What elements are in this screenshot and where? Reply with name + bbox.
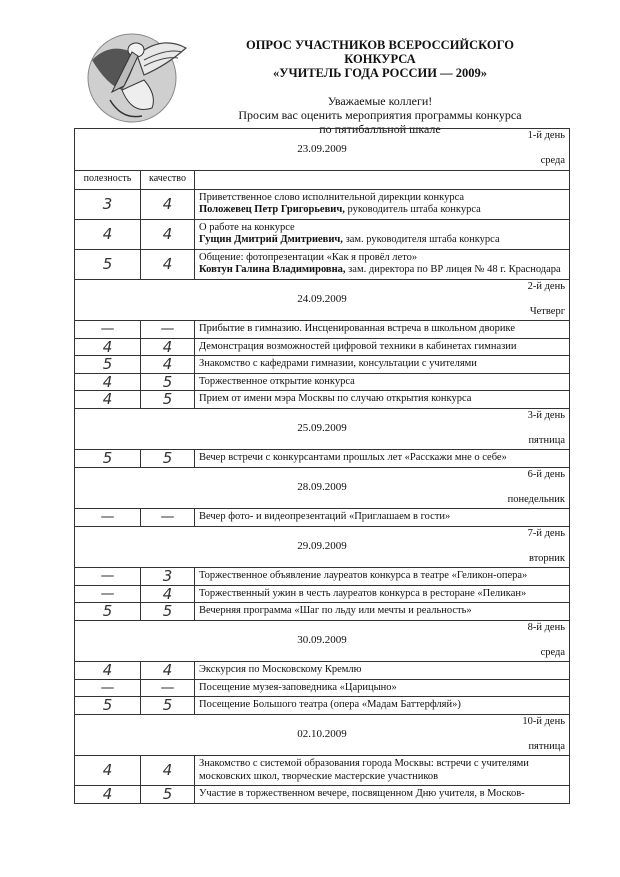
day-header-row: [75, 620, 570, 662]
day-header-row: [75, 408, 570, 450]
event-description: [195, 338, 570, 356]
event-description: [195, 391, 570, 409]
event-description: [195, 756, 570, 786]
day-date: 02.10.2009: [297, 728, 347, 740]
event-description: [195, 568, 570, 586]
usefulness-score[interactable]: —: [75, 568, 141, 586]
usefulness-score[interactable]: —: [75, 679, 141, 697]
column-usefulness: полезность: [75, 170, 141, 189]
survey-table: [74, 128, 570, 804]
day-header-row: [75, 129, 570, 171]
speaker-role: руководитель штаба конкурса: [344, 204, 481, 215]
event-title: Прием от имени мэра Москвы по случаю открытия конкурса: [199, 393, 472, 404]
quality-score[interactable]: 4: [141, 249, 195, 279]
usefulness-score[interactable]: —: [75, 321, 141, 339]
quality-score[interactable]: 4: [141, 756, 195, 786]
event-title: Вечерняя программа «Шаг по льду или мечты и реальность»: [199, 605, 472, 616]
quality-score[interactable]: 3: [141, 568, 195, 586]
event-row: [75, 391, 570, 409]
event-row: [75, 450, 570, 468]
event-row: [75, 679, 570, 697]
event-row: [75, 662, 570, 680]
day-number: 6-й день: [527, 468, 565, 480]
usefulness-score[interactable]: 4: [75, 756, 141, 786]
event-row: [75, 585, 570, 603]
event-title: Приветственное слово исполнительной дирекции конкурса: [199, 191, 465, 203]
event-speaker: [199, 204, 565, 217]
event-title: Торжественное открытие конкурса: [199, 375, 355, 387]
event-speaker: [199, 234, 565, 247]
survey-header: [210, 38, 550, 136]
event-title: Участие в торжественном вечере, посвященном Дню учителя, в Москов-: [199, 788, 525, 799]
usefulness-score[interactable]: 4: [75, 391, 141, 409]
event-row: [75, 356, 570, 374]
event-title: Посещение музея-заповедника «Царицыно»: [199, 681, 397, 693]
event-description: [195, 450, 570, 468]
event-description: [195, 697, 570, 715]
event-speaker: [199, 264, 565, 277]
event-title: Знакомство с системой образования города Москвы: встречи с учителями московских школ, творческие мастерские участников: [199, 758, 529, 782]
usefulness-score[interactable]: —: [75, 509, 141, 527]
day-weekday: понедельник: [507, 493, 565, 505]
day-date: 30.09.2009: [297, 634, 347, 646]
event-description: [195, 219, 570, 249]
quality-score[interactable]: 4: [141, 662, 195, 680]
quality-score[interactable]: 4: [141, 219, 195, 249]
event-description: [195, 585, 570, 603]
event-row: [75, 249, 570, 279]
day-date: 29.09.2009: [297, 540, 347, 552]
day-weekday: вторник: [529, 552, 565, 564]
column-header-row: [75, 170, 570, 189]
event-title: Посещение Большого театра (опера «Мадам Баттерфляй»): [199, 699, 461, 710]
request-line-2: по пятибалльной шкале: [319, 122, 441, 136]
pelican-logo: [82, 20, 190, 128]
usefulness-score[interactable]: 5: [75, 249, 141, 279]
request-line-1: Просим вас оценить мероприятия программы конкурса: [238, 108, 522, 122]
day-number: 1-й день: [527, 130, 565, 141]
usefulness-score[interactable]: 4: [75, 373, 141, 391]
speaker-name: Положевец Петр Григорьевич,: [199, 204, 345, 215]
quality-score[interactable]: 5: [141, 603, 195, 621]
day-date: 23.09.2009: [297, 142, 347, 155]
quality-score[interactable]: 5: [141, 697, 195, 715]
usefulness-score[interactable]: 5: [75, 603, 141, 621]
usefulness-score[interactable]: 4: [75, 786, 141, 804]
event-description: [195, 603, 570, 621]
event-row: [75, 189, 570, 219]
day-number: 7-й день: [527, 527, 565, 539]
quality-score[interactable]: 5: [141, 786, 195, 804]
speaker-name: Гущин Дмитрий Дмитриевич,: [199, 234, 343, 245]
usefulness-score[interactable]: —: [75, 585, 141, 603]
event-row: [75, 338, 570, 356]
day-weekday: среда: [540, 646, 565, 658]
event-row: [75, 219, 570, 249]
event-title: Торжественный ужин в честь лауреатов конкурса в ресторане «Пеликан»: [199, 587, 527, 599]
event-description: [195, 356, 570, 374]
event-row: [75, 509, 570, 527]
day-header-row: [75, 526, 570, 568]
event-title: Экскурсия по Московскому Кремлю: [199, 664, 362, 675]
usefulness-score[interactable]: 5: [75, 450, 141, 468]
event-title: Вечер фото- и видеопрезентаций «Приглашаем в гости»: [199, 511, 451, 522]
event-title: Демонстрация возможностей цифровой техники в кабинетах гимназии: [199, 340, 517, 352]
quality-score[interactable]: 4: [141, 189, 195, 219]
quality-score[interactable]: 5: [141, 391, 195, 409]
event-title: О работе на конкурсе: [199, 221, 295, 233]
event-title: Общение: фотопрезентации «Как я провёл лето»: [199, 251, 418, 263]
day-weekday: пятница: [528, 434, 565, 446]
day-date: 24.09.2009: [297, 293, 347, 305]
day-header-row: [75, 467, 570, 509]
event-description: [195, 679, 570, 697]
event-title: Вечер встречи с конкурсантами прошлых лет «Расскажи мне о себе»: [199, 452, 507, 463]
day-weekday: Четверг: [529, 305, 565, 317]
quality-score[interactable]: 4: [141, 585, 195, 603]
event-row: [75, 756, 570, 786]
event-row: [75, 373, 570, 391]
day-header-row: [75, 279, 570, 321]
usefulness-score[interactable]: 4: [75, 219, 141, 249]
event-row: [75, 568, 570, 586]
event-description: [195, 509, 570, 527]
speaker-role: зам. руководителя штаба конкурса: [342, 234, 500, 245]
usefulness-score[interactable]: 5: [75, 356, 141, 374]
title-line-1: ОПРОС УЧАСТНИКОВ ВСЕРОССИЙСКОГО КОНКУРСА: [245, 38, 515, 66]
event-description: [195, 321, 570, 339]
column-quality: качество: [141, 170, 195, 189]
usefulness-score[interactable]: 4: [75, 338, 141, 356]
event-description: [195, 373, 570, 391]
usefulness-score[interactable]: 3: [75, 189, 141, 219]
quality-score[interactable]: —: [141, 321, 195, 339]
day-number: 2-й день: [527, 280, 565, 292]
quality-score[interactable]: 5: [141, 450, 195, 468]
greeting: Уважаемые коллеги!: [327, 94, 433, 108]
day-date: 28.09.2009: [297, 481, 347, 493]
event-title: Прибытие в гимназию. Инсценированная встреча в школьном дворике: [199, 323, 515, 334]
day-number: 10-й день: [522, 715, 565, 727]
event-row: [75, 603, 570, 621]
day-number: 3-й день: [527, 409, 565, 421]
day-weekday: пятница: [528, 740, 565, 752]
day-weekday: среда: [540, 155, 565, 166]
quality-score[interactable]: 4: [141, 356, 195, 374]
quality-score[interactable]: —: [141, 509, 195, 527]
day-header-row: [75, 714, 570, 756]
event-description: [195, 662, 570, 680]
speaker-role: зам. директора по ВР лицея № 48 г. Краснодара: [345, 264, 561, 275]
quality-score[interactable]: 5: [141, 373, 195, 391]
event-row: [75, 321, 570, 339]
usefulness-score[interactable]: 5: [75, 697, 141, 715]
event-title: Знакомство с кафедрами гимназии, консультации с учителями: [199, 358, 477, 369]
event-description: [195, 249, 570, 279]
title-line-2: «УЧИТЕЛЬ ГОДА РОССИИ — 2009»: [273, 66, 487, 80]
usefulness-score[interactable]: 4: [75, 662, 141, 680]
event-description: [195, 786, 570, 804]
quality-score[interactable]: —: [141, 679, 195, 697]
event-row: [75, 697, 570, 715]
event-title: Торжественное объявление лауреатов конкурса в театре «Геликон-опера»: [199, 570, 528, 581]
speaker-name: Ковтун Галина Владимировна,: [199, 264, 346, 275]
day-date: 25.09.2009: [297, 422, 347, 434]
event-row: [75, 786, 570, 804]
quality-score[interactable]: 4: [141, 338, 195, 356]
event-description: [195, 189, 570, 219]
day-number: 8-й день: [527, 621, 565, 633]
